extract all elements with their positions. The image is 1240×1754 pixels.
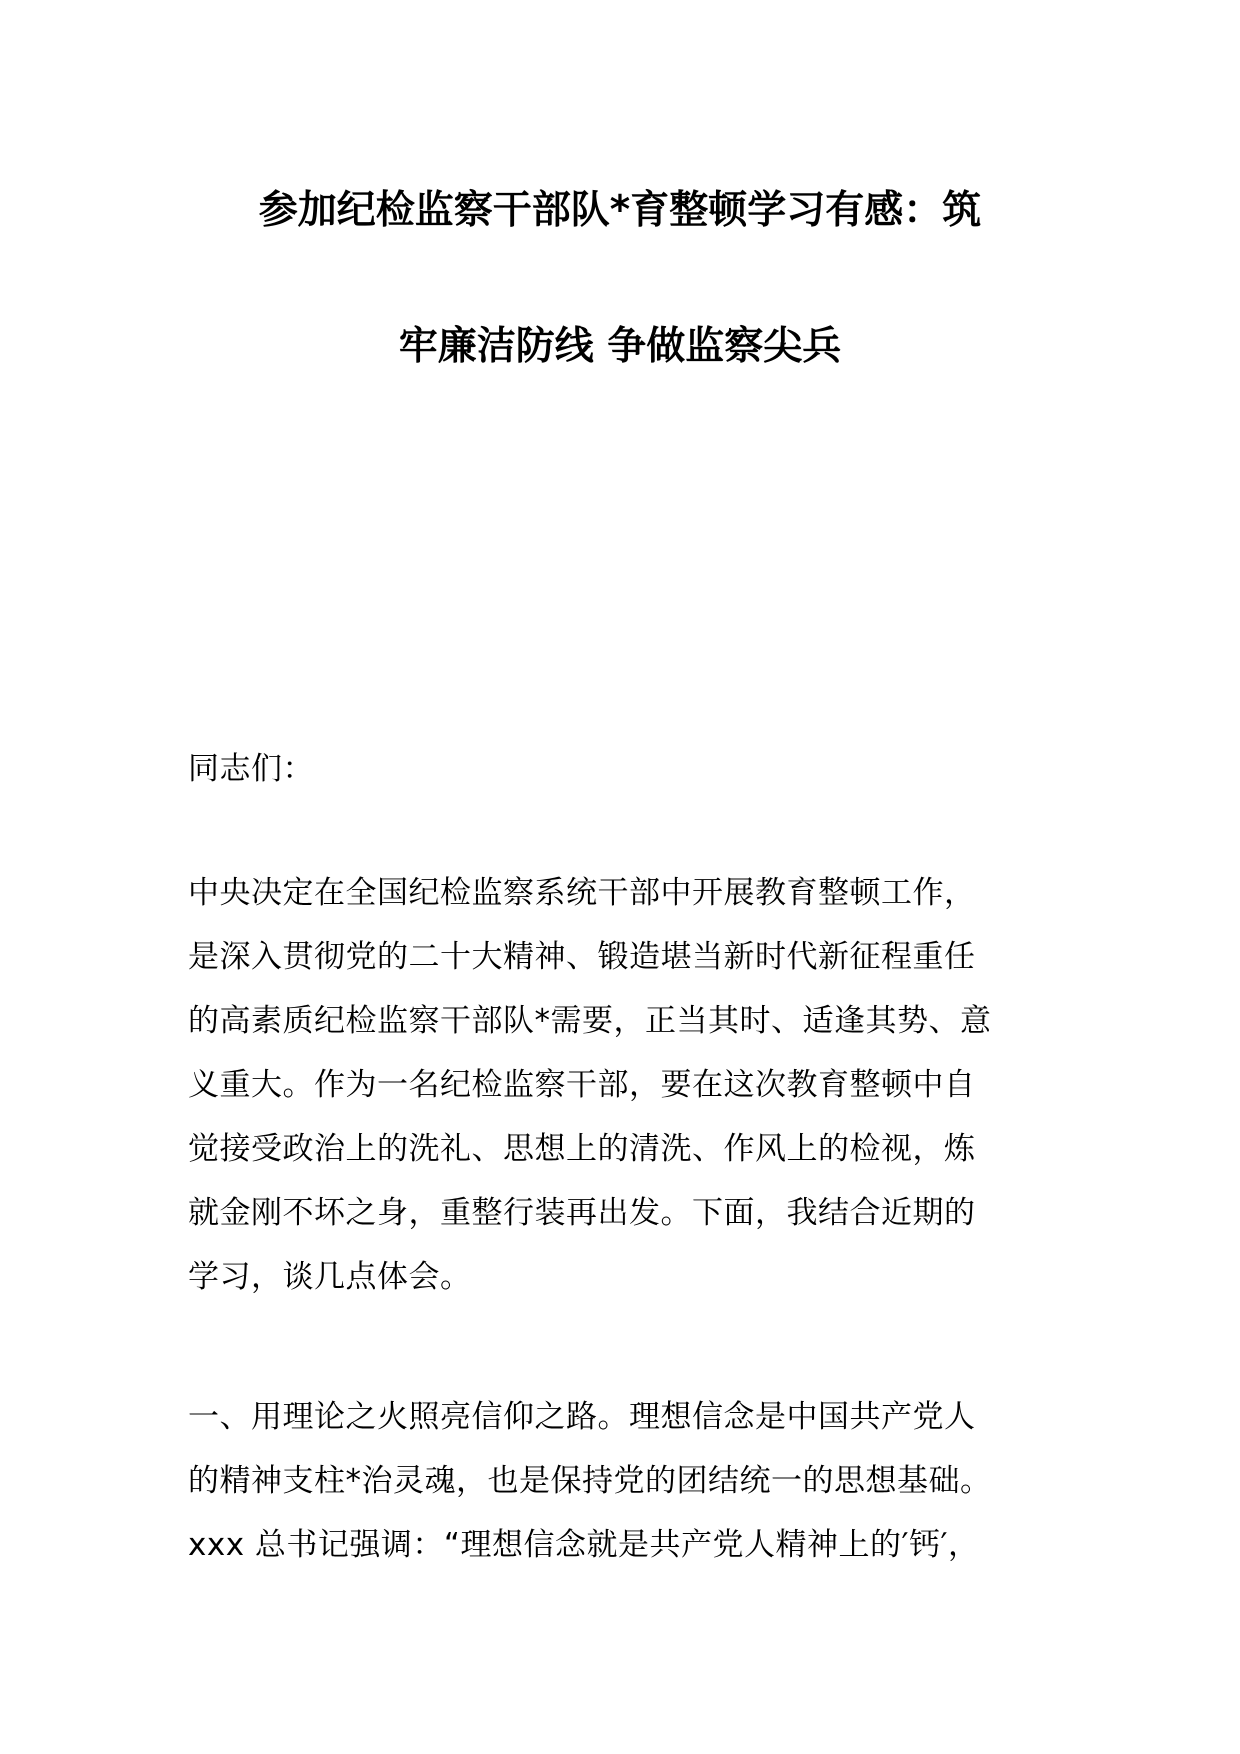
section-heading-line: 一、用理论之火照亮信仰之路。理想信念是中国共产党人 <box>188 1399 976 1435</box>
salutation: 同志们： <box>188 751 314 787</box>
document-title-line-2: 牢廉洁防线 争做监察尖兵 <box>398 324 842 369</box>
paragraph-line: 就金刚不坏之身，重整行装再出发。下面，我结合近期的 <box>188 1195 976 1231</box>
paragraph-line: 义重大。作为一名纪检监察干部，要在这次教育整顿中自 <box>188 1067 976 1103</box>
paragraph-line: xxx 总书记强调：“理想信念就是共产党人精神上的′钙′， <box>188 1527 980 1563</box>
paragraph-line: 的精神支柱*治灵魂，也是保持党的团结统一的思想基础。 <box>188 1463 992 1499</box>
paragraph-line: 是深入贯彻党的二十大精神、锻造堪当新时代新征程重任 <box>188 939 976 975</box>
paragraph-line: 的高素质纪检监察干部队*需要，正当其时、适逢其势、意 <box>188 1003 992 1039</box>
paragraph-line: 中央决定在全国纪检监察系统干部中开展教育整顿工作， <box>188 875 976 911</box>
paragraph-line: 学习，谈几点体会。 <box>188 1259 472 1295</box>
paragraph-line: 觉接受政治上的洗礼、思想上的清洗、作风上的检视，炼 <box>188 1131 976 1167</box>
document-title-line-1: 参加纪检监察干部队*育整顿学习有感：筑 <box>258 188 982 233</box>
